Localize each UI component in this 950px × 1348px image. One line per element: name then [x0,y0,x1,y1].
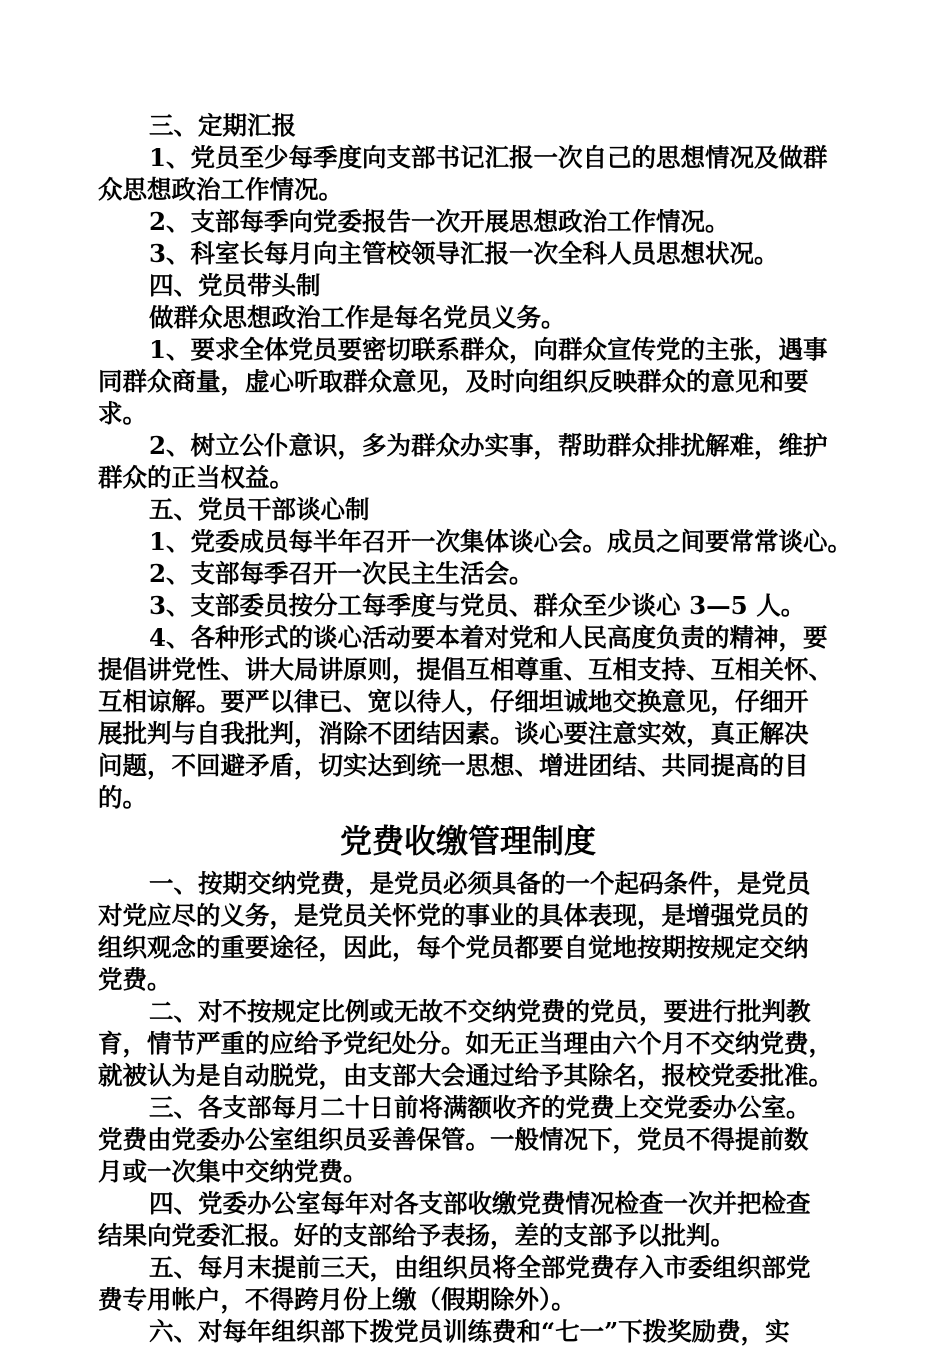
paragraph-line: 3、支部委员按分工每季度与党员、群众至少谈心 3—5 人。 [149,591,806,620]
paragraph-line: 就被认为是自动脱党，由支部大会通过给予其除名，报校党委批准。 [98,1061,833,1090]
paragraph-line: 提倡讲党性、讲大局讲原则，提倡互相尊重、互相支持、互相关怀、 [98,655,833,684]
paragraph-line: 月或一次集中交纳党费。 [98,1157,368,1186]
paragraph-line: 同群众商量，虚心听取群众意见，及时向组织反映群众的意见和要 [98,367,809,396]
paragraph-line: 群众的正当权益。 [98,463,294,492]
paragraph-line: 育，情节严重的应给予党纪处分。如无正当理由六个月不交纳党费， [98,1029,833,1058]
paragraph-line: 1、党员至少每季度向支部书记汇报一次自己的思想情况及做群 [149,143,828,172]
paragraph-line: 党费由党委办公室组织员妥善保管。一般情况下，党员不得提前数 [98,1125,809,1154]
paragraph-line: 求。 [98,399,147,428]
paragraph-line: 三、各支部每月二十日前将满额收齐的党费上交党委办公室。 [149,1093,811,1122]
paragraph-line: 2、树立公仆意识，多为群众办实事，帮助群众排扰解难，维护 [149,431,828,460]
paragraph-line: 的。 [98,783,147,812]
paragraph-line: 4、各种形式的谈心活动要本着对党和人民高度负责的精神，要 [149,623,828,652]
paragraph-line: 五、每月末提前三天，由组织员将全部党费存入市委组织部党 [149,1253,811,1282]
paragraph-line: 2、支部每季向党委报告一次开展思想政治工作情况。 [149,207,730,236]
paragraph-line: 对党应尽的义务，是党员关怀党的事业的具体表现，是增强党员的 [98,901,809,930]
paragraph-line: 一、按期交纳党费，是党员必须具备的一个起码条件，是党员 [149,869,811,898]
paragraph-line: 互相谅解。要严以律已、宽以待人，仔细坦诚地交换意见，仔细开 [98,687,809,716]
paragraph-line: 2、支部每季召开一次民主生活会。 [149,559,534,588]
section-heading: 四、党员带头制 [149,271,321,300]
paragraph-line: 二、对不按规定比例或无故不交纳党费的党员，要进行批判教 [149,997,811,1026]
paragraph-line: 四、党委办公室每年对各支部收缴党费情况检查一次并把检查 [149,1189,811,1218]
paragraph-line: 做群众思想政治工作是每名党员义务。 [149,303,566,332]
document-body [98,110,868,1348]
paragraph-line: 结果向党委汇报。好的支部给予表扬，差的支部予以批判。 [98,1221,735,1250]
document-title: 党费收缴管理制度 [339,822,596,860]
section-heading: 五、党员干部谈心制 [149,495,370,524]
paragraph-line: 费专用帐户，不得跨月份上缴（假期除外）。 [98,1285,576,1314]
paragraph-line: 党费。 [98,965,172,994]
paragraph-line: 组织观念的重要途径，因此，每个党员都要自觉地按期按规定交纳 [98,933,809,962]
paragraph-line: 六、对每年组织部下拨党员训练费和“七一”下拨奖励费，实 [149,1317,790,1346]
paragraph-line: 1、党委成员每半年召开一次集体谈心会。成员之间要常常谈心。 [149,527,853,556]
section-heading: 三、定期汇报 [149,111,296,140]
paragraph-line: 3、科室长每月向主管校领导汇报一次全科人员思想状况。 [149,239,779,268]
paragraph-line: 众思想政治工作情况。 [98,175,343,204]
paragraph-line: 问题，不回避矛盾，切实达到统一思想、增进团结、共同提高的目 [98,751,809,780]
paragraph-line: 1、要求全体党员要密切联系群众，向群众宣传党的主张，遇事 [149,335,828,364]
paragraph-line: 展批判与自我批判，消除不团结因素。谈心要注意实效，真正解决 [98,719,809,748]
